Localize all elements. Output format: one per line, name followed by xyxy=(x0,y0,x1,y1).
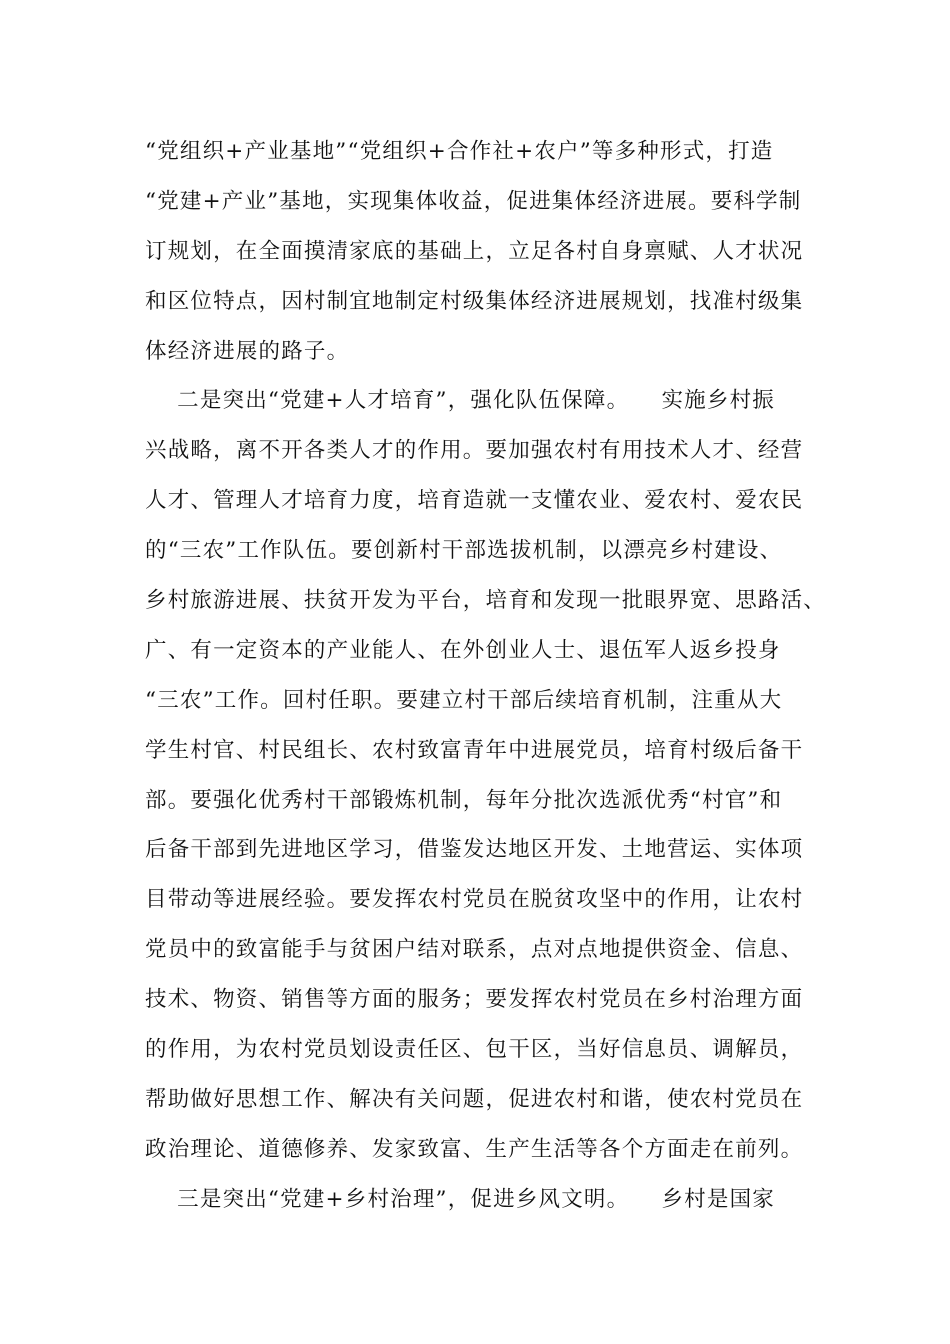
text-line: 后备干部到先进地区学习，借鉴发达地区开发、土地营运、实体项 xyxy=(145,837,804,863)
body-text xyxy=(145,127,827,1225)
text-line: 兴战略，离不开各类人才的作用。要加强农村有用技术人才、经营 xyxy=(145,438,804,464)
text-line: 的作用，为农村党员划设责任区、包干区，当好信息员、调解员， xyxy=(145,1037,804,1063)
paragraph-heading-2: 二是突出“党建+人才培育”，强化队伍保障。 实施乡村振 xyxy=(145,388,775,414)
text-line: 部。要强化优秀村干部锻炼机制，每年分批次选派优秀“村官”和 xyxy=(145,787,783,813)
text-line: 体经济进展的路子。 xyxy=(145,338,350,364)
text-line: 学生村官、村民组长、农村致富青年中进展党员，培育村级后备干 xyxy=(145,737,804,763)
text-line: “党组织+产业基地”“党组织+合作社+农户”等多种形式，打造 xyxy=(145,139,774,164)
text-line: 帮助做好思想工作、解决有关问题，促进农村和谐，使农村党员在 xyxy=(145,1086,804,1112)
text-line: 乡村旅游进展、扶贫开发为平台，培育和发现一批眼界宽、思路活、 xyxy=(145,588,827,614)
text-line: 目带动等进展经验。要发挥农村党员在脱贫攻坚中的作用，让农村 xyxy=(145,887,804,913)
text-line: 的“三农”工作队伍。要创新村干部选拔机制，以漂亮乡村建设、 xyxy=(145,538,783,564)
text-line: “党建+产业”基地，实现集体收益，促进集体经济进展。要科学制 xyxy=(145,188,802,214)
text-line: 广、有一定资本的产业能人、在外创业人士、退伍军人返乡投身 xyxy=(145,637,781,663)
text-line: 政治理论、道德修养、发家致富、生产生活等各个方面走在前列。 xyxy=(145,1136,804,1162)
text-line: 和区位特点，因村制宜地制定村级集体经济进展规划，找准村级集 xyxy=(145,288,804,314)
text-line: 订规划，在全面摸清家底的基础上，立足各村自身禀赋、人才状况 xyxy=(145,238,804,264)
text-line: “三农”工作。回村任职。要建立村干部后续培育机制，注重从大 xyxy=(145,687,783,713)
text-line: 党员中的致富能手与贫困户结对联系，点对点地提供资金、信息、 xyxy=(145,937,804,963)
text-line: 技术、物资、销售等方面的服务；要发挥农村党员在乡村治理方面 xyxy=(145,987,804,1013)
paragraph-heading-3: 三是突出“党建+乡村治理”，促进乡风文明。 乡村是国家 xyxy=(145,1186,775,1212)
text-line: 人才、管理人才培育力度，培育造就一支懂农业、爱农村、爱农民 xyxy=(145,488,804,514)
